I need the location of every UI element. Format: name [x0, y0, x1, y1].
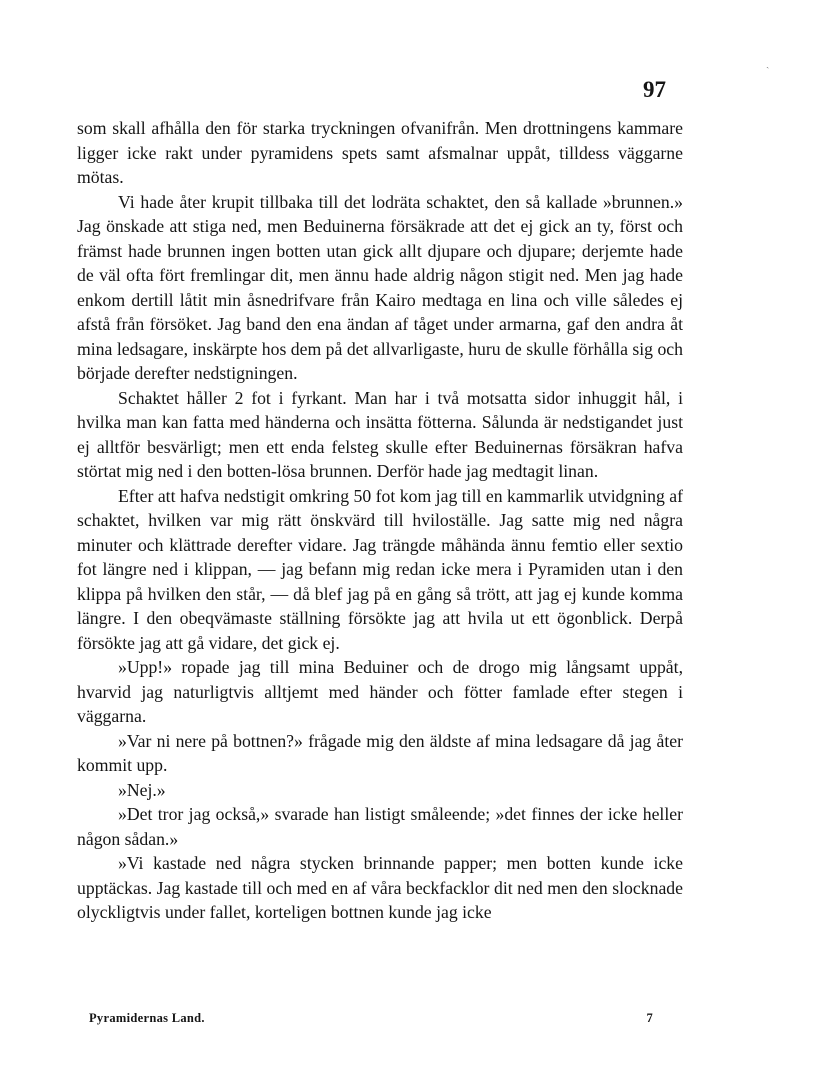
paragraph-1: som skall afhålla den för starka tryckningen ofvanifrån. Men drottningens kammare ligger icke rakt under pyramidens spets samt afsmalnar uppåt, tilldess väggarne mötas.	[77, 118, 683, 187]
paragraph-5: »Upp!» ropade jag till mina Beduiner och de drogo mig långsamt uppåt, hvarvid jag naturligtvis alltjemt med händer och fötter famlade efter stegen i väggarna.	[77, 657, 683, 726]
signature-number: 7	[646, 1011, 653, 1025]
stray-mark: ˎ	[766, 58, 770, 69]
paragraph-2: Vi hade åter krupit tillbaka till det lodräta schaktet, den så kallade »brunnen.» Jag önskade att stiga ned, men Beduinerna försäkrade att det ej gick an ty, först och främst hade brunnen ingen botten utan gick allt djupare och djupare; derjemte hade de väl ofta fört fremlingar dit, men ännu hade aldrig någon stigit ned. Men jag hade enkom dertill låtit min åsnedrifvare från Kairo medtaga en lina och ville således ej afstå från försöket. Jag band den ena ändan af tåget under armarna, gaf den andra åt mina ledsagare, inskärpte hos dem på det allvarligaste, huru de skulle förhålla sig och började derefter nedstigningen.	[77, 191, 683, 383]
paragraph-6: »Var ni nere på bottnen?» frågade mig den äldste af mina ledsagare då jag åter kommit upp.	[77, 730, 683, 775]
paragraph-9: »Vi kastade ned några stycken brinnande papper; men botten kunde icke upptäckas. Jag kastade till och med en af våra beckfacklor dit ned men den slocknade olyckligtvis under fallet, korteligen bottnen kunde jag icke	[77, 853, 683, 922]
paragraph-7: »Nej.»	[118, 779, 166, 800]
paragraph-4: Efter att hafva nedstigit omkring 50 fot kom jag till en kammarlik utvidgning af schaktet, hvilken var mig rätt önskvärd till hviloställe. Jag satte mig ned några minuter och klättrade derefter vidare. Jag trängde måhända ännu femtio eller sextio fot längre ned i klippan, — jag befann mig redan icke mera i Pyramiden utan i den klippa på hvilken den står, — då blef jag på en gång så trött, att jag ej kunde komma längre. I den obeqvämaste ställning försökte jag att hvila ut ett ögonblick. Derpå försökte jag att gå vidare, det gick ej.	[77, 485, 683, 653]
page-number: 97	[643, 77, 666, 102]
paragraph-3: Schaktet håller 2 fot i fyrkant. Man har i två motsatta sidor inhuggit hål, i hvilka man kan fatta med händerna och insätta fötterna. Sålunda är nedstigandet just ej alltför besvärligt; men ett enda felsteg skulle efter Beduinernas försäkran hafva störtat mig ned i den botten-lösa brunnen. Derför hade jag medtagit linan.	[77, 387, 683, 481]
signature-label: Pyramidernas Land.	[89, 1011, 205, 1025]
body-text	[77, 116, 683, 925]
paragraph-8: »Det tror jag också,» svarade han listigt småleende; »det finnes der icke heller någon sådan.»	[77, 804, 683, 849]
page-footer	[89, 1011, 659, 1031]
